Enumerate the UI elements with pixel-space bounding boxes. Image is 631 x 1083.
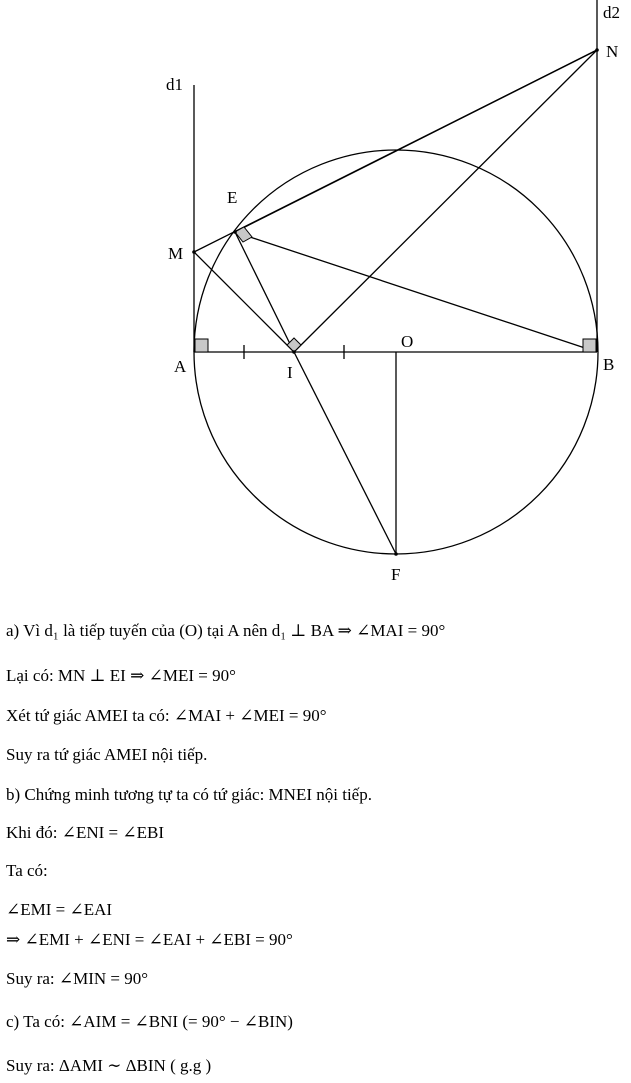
right-angle-i bbox=[287, 338, 301, 352]
label-e: E bbox=[227, 188, 238, 207]
label-i: I bbox=[287, 363, 293, 382]
label-d1: d1 bbox=[166, 75, 183, 94]
point-i bbox=[292, 350, 296, 354]
solution-line-b6: Suy ra: ∠MIN = 90° bbox=[6, 969, 149, 988]
point-f bbox=[394, 552, 398, 556]
label-d2: d2 bbox=[603, 3, 620, 22]
point-e bbox=[233, 230, 237, 234]
solution-line-c1: c) Ta có: ∠AIM = ∠BNI (= 90° − ∠BIN) bbox=[6, 1012, 293, 1031]
point-m bbox=[192, 250, 196, 254]
solution-line-a2: Lại có: MN ⊥ EI ⇒ ∠MEI = 90° bbox=[6, 666, 236, 685]
solution-line-b3: Ta có: bbox=[6, 861, 48, 880]
point-n bbox=[595, 48, 599, 52]
segment-ei bbox=[235, 232, 294, 352]
solution-line-b2: Khi đó: ∠ENI = ∠EBI bbox=[6, 823, 165, 842]
segment-ni bbox=[294, 50, 597, 352]
label-n: N bbox=[606, 42, 619, 61]
segment-if bbox=[294, 352, 396, 554]
segment-mi bbox=[194, 252, 294, 352]
label-f: F bbox=[391, 565, 401, 584]
solution-line-b4: ∠EMI = ∠EAI bbox=[6, 900, 113, 919]
right-angle-b bbox=[583, 339, 596, 352]
right-angle-a bbox=[195, 339, 208, 352]
solution-line-b5: ⇒ ∠EMI + ∠ENI = ∠EAI + ∠EBI = 90° bbox=[6, 930, 293, 949]
right-angle-e bbox=[235, 227, 252, 242]
label-m: M bbox=[168, 244, 184, 263]
segment-en bbox=[235, 50, 597, 232]
solution-line-a1: a) Vì d₁ là tiếp tuyến của (O) tại A nên d₁ ⊥ BA ⇒ ∠MAI = 90° bbox=[6, 621, 446, 640]
solution-line-a4: Suy ra tứ giác AMEI nội tiếp. bbox=[6, 745, 208, 764]
label-b: B bbox=[603, 355, 615, 374]
label-a: A bbox=[174, 357, 187, 376]
solution-line-b1: b) Chứng minh tương tự ta có tứ giác: MNEI nội tiếp. bbox=[6, 785, 372, 804]
label-o: O bbox=[401, 332, 414, 351]
solution-line-c2: Suy ra: ΔAMI ∼ ΔBIN ( g.g ) bbox=[6, 1056, 212, 1075]
segment-eb bbox=[235, 232, 597, 352]
solution-line-a3: Xét tứ giác AMEI ta có: ∠MAI + ∠MEI = 90° bbox=[6, 706, 327, 725]
